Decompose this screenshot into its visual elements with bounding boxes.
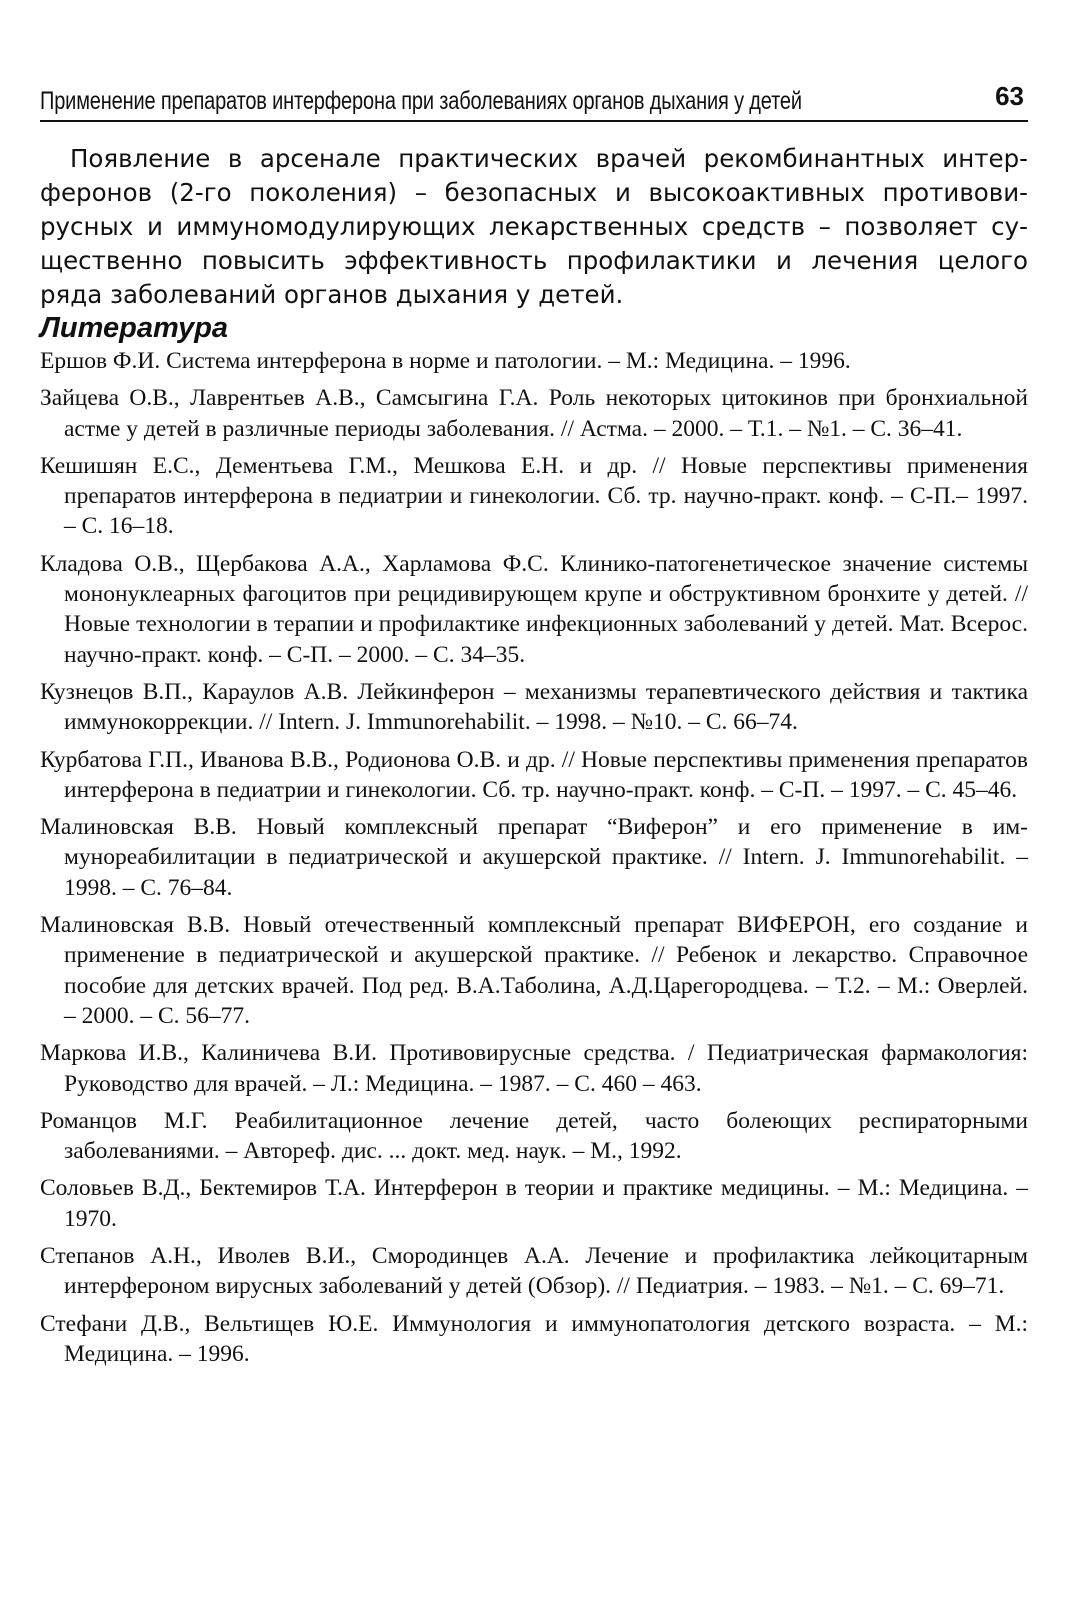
reference-item: Кладова О.В., Щербакова А.А., Харламова Ф.С. Клинико-патогенетическое значение системы мононуклеарных фагоцитов при рецидивирующем крупе и обструктивном бронхите у детей. // Новые технологии в терапии и профилактике инфекционных заболеваний у детей. Мат. Всерос. научно-практ. конф. – С-П. – 2000. – С. 34–35. — [40, 550, 1028, 668]
reference-item: Кузнецов В.П., Караулов А.В. Лейкинферон – механизмы терапевтического действия и тактика иммунокоррекции. // Intern. J. Immunorehabilit. – 1998. – №10. – С. 66–74. — [40, 678, 1028, 736]
reference-item: Стефани Д.В., Вельтищев Ю.Е. Иммунология и иммунопатология детского возраста. – М.: Медицина. – 1996. — [40, 1310, 1028, 1367]
reference-item: Маркова И.В., Калиничева В.И. Противовирусные средства. / Педиатрическая фармакология: Руководство для врачей. – Л.: Медицина. – 1987. – С. 460 – 463. — [40, 1040, 1028, 1097]
reference-item: Малиновская В.В. Новый отечественный комплексный препарат ВИФЕРОН, его создание и применение в педиатрической и акушерской практике. // Ребенок и лекарство. Справочное пособие для детских врачей. Под ред. В.А.Таболина, А.Д.Царегородцева. – Т.2. – М.: Оверлей. – 2000. – С. 56–77. — [40, 912, 1028, 1029]
reference-list — [40, 346, 1028, 1376]
reference-item: Степанов А.Н., Иволев В.И., Смородинцев А.А. Лечение и профилактика лейкоцитарным интерфероном вирусных заболеваний у детей (Обзор). // Педиатрия. – 1983. – №1. – С. 69–71. — [40, 1243, 1028, 1300]
reference-item: Зайцева О.В., Лаврентьев А.В., Самсыгина Г.А. Роль некоторых цитокинов при бронхиальной астме у детей в различные периоды заболевания. // Астма. – 2000. – Т.1. – №1. – С. 36–41. — [40, 385, 1028, 442]
reference-item: Соловьев В.Д., Бектемиров Т.А. Интерферон в теории и практике медицины. – М.: Медицина. – 1970. — [40, 1175, 1028, 1232]
intro-paragraph: Появление в арсенале практических врачей рекомбинантных интерферонов (2-го поколения) – безопасных и высокоактивных противовирусных и иммуномодулирующих лекарственных средств – позволяет существенно повысить эффективность профилактики и лечения целого ряда заболеваний органов дыхания у детей. — [40, 144, 1028, 309]
reference-item: Кешишян Е.С., Дементьева Г.М., Мешкова Е.Н. и др. // Новые перспективы применения препаратов интерферона в педиатрии и гинекологии. Сб. тр. научно-практ. конф. – С-П.– 1997. – С. 16–18. — [40, 452, 1028, 540]
running-title: Применение препаратов интерферона при заболеваниях органов дыхания у детей — [40, 87, 802, 115]
page-number: 63 — [995, 81, 1024, 111]
reference-item: Ершов Ф.И. Система интерферона в норме и патологии. – М.: Медицина. – 1996. — [40, 348, 851, 374]
section-title: Литература — [40, 312, 229, 344]
reference-item: Малиновская В.В. Новый комплексный препарат “Виферон” и его применение в иммунореабилитации в педиатрической и акушерской практике. // Intern. J. Immunorehabilit. – 1998. – С. 76–84. — [40, 814, 1028, 901]
running-header — [40, 80, 1028, 122]
reference-item: Курбатова Г.П., Иванова В.В., Родионова О.В. и др. // Новые перспективы применения препаратов интерферона в педиатрии и гинекологии. Сб. тр. научно-практ. конф. – С-П. – 1997. – С. 45–46. — [40, 746, 1028, 803]
reference-item: Романцов М.Г. Реабилитационное лечение детей, часто болеющих респираторными заболеваниями. – Автореф. дис. ... докт. мед. наук. – М., 1992. — [40, 1107, 1028, 1165]
